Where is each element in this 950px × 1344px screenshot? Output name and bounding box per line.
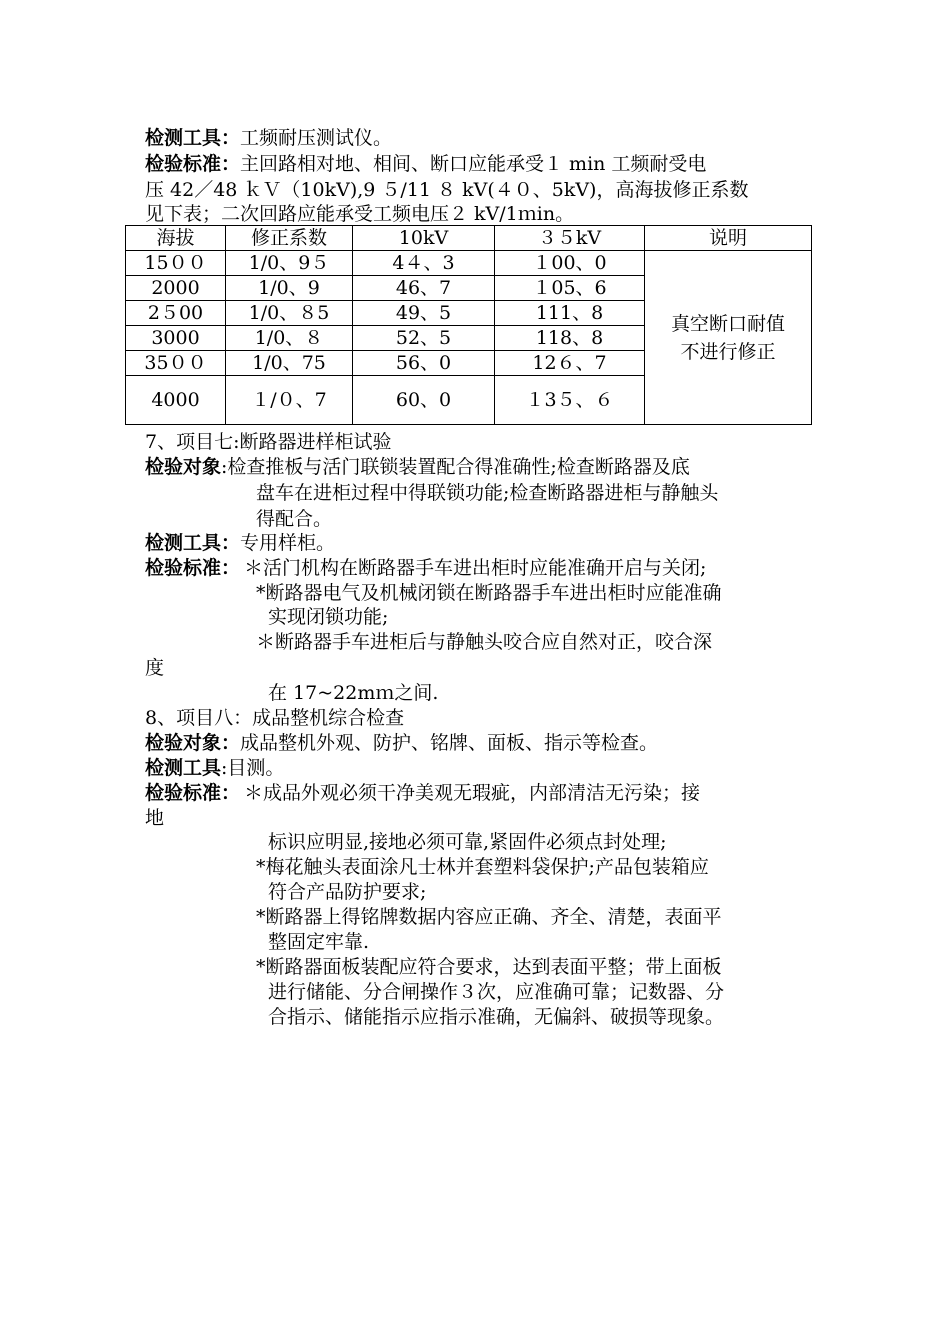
header-10kv: 10kV — [353, 226, 495, 251]
table-cell: １05、6 — [495, 276, 645, 301]
object-label: 检验对象： — [145, 732, 241, 754]
standard-label: 检验标准： — [145, 782, 241, 804]
standard-text: ＊成品外观必须干净美观无瑕疵，内部清洁无污染；接 — [244, 782, 701, 804]
table-cell: 1/0、9 — [226, 276, 353, 301]
object-text-line: 得配合。 — [256, 508, 333, 530]
header-35kv: ３５kV — [495, 226, 645, 251]
standard-label: 检验标准： — [145, 153, 241, 175]
standard-text: ＊活门机构在断路器手车进出柜时应能准确开启与关闭; — [244, 557, 707, 579]
object-text: 成品整机外观、防护、铭牌、面板、指示等检查。 — [240, 732, 659, 754]
tool-label: 检测工具 — [145, 757, 222, 779]
standard-text-line: *断路器面板装配应符合要求，达到表面平整；带上面板 — [256, 956, 722, 978]
table-cell: 1/0、８5 — [226, 301, 353, 326]
tool-line-7 — [145, 530, 335, 556]
table-cell: 49、5 — [353, 301, 495, 326]
table-cell: １/０、7 — [226, 376, 353, 425]
standard-text-line: 度 — [145, 657, 165, 679]
section-7-title: 7、项目七:断路器进样柜试验 — [145, 431, 392, 453]
standard-line-8 — [145, 780, 700, 806]
tool-line-6 — [145, 125, 392, 151]
table-cell: １3５、６ — [495, 376, 645, 425]
table-cell: 12６、7 — [495, 351, 645, 376]
object-label: 检验对象 — [145, 456, 222, 478]
table-cell: 56、0 — [353, 351, 495, 376]
standard-text-line: *断路器电气及机械闭锁在断路器手车进出柜时应能准确 — [256, 582, 722, 604]
tool-label: 检测工具： — [145, 532, 241, 554]
standard-line-6 — [145, 151, 706, 177]
table-cell: 111、8 — [495, 301, 645, 326]
standard-text-line: 见下表；二次回路应能承受工频电压２ kV/1ｍin。 — [145, 203, 575, 225]
table-cell: 52、5 — [353, 326, 495, 351]
table-row — [126, 251, 812, 276]
table-cell: 46、7 — [353, 276, 495, 301]
standard-text-line: *梅花触头表面涂凡士林并套塑料袋保护;产品包装箱应 — [256, 856, 709, 878]
object-text-line: 盘车在进柜过程中得联锁功能;检查断路器进柜与静触头 — [256, 482, 719, 504]
header-note: 说明 — [645, 226, 812, 251]
table-cell: 2000 — [126, 276, 226, 301]
standard-text-line: ＊断路器手车进柜后与静触头咬合应自然对正，咬合深 — [256, 631, 713, 653]
standard-text-line: 标识应明显,接地必须可靠,紧固件必须点封处理; — [268, 831, 667, 853]
table-cell: 3000 — [126, 326, 226, 351]
tool-label: 检测工具： — [145, 127, 241, 149]
note-line: 不进行修正 — [680, 340, 776, 363]
table-cell: 4４、3 — [353, 251, 495, 276]
object-text: :检查推板与活门联锁装置配合得准确性;检查断路器及底 — [221, 456, 690, 478]
table-header-row — [126, 226, 812, 251]
standard-text-line: *断路器上得铭牌数据内容应正确、齐全、清楚，表面平 — [256, 906, 722, 928]
table-cell: 35００ — [126, 351, 226, 376]
table-cell: 15００ — [126, 251, 226, 276]
standard-text: 主回路相对地、相间、断口应能承受１ min 工频耐受电 — [240, 153, 707, 175]
table-cell: 1/0、８ — [226, 326, 353, 351]
header-correction-factor: 修正系数 — [226, 226, 353, 251]
section-8-title: 8、项目八：成品整机综合检查 — [145, 707, 405, 729]
standard-text-line: 地 — [145, 807, 165, 829]
standard-line-7 — [145, 555, 706, 581]
table-cell: 1/0、75 — [226, 351, 353, 376]
object-line-7 — [145, 454, 690, 480]
table-cell: １00、0 — [495, 251, 645, 276]
note-line: 真空断口耐值 — [670, 312, 785, 335]
tool-line-8 — [145, 755, 284, 781]
note-cell — [645, 251, 812, 425]
standard-text-line: 实现闭锁功能; — [268, 606, 389, 628]
standard-text-line: 整固定牢靠. — [268, 931, 370, 953]
table-cell: 2５00 — [126, 301, 226, 326]
standard-text-line: 合指示、储能指示应指示准确，无偏斜、破损等现象。 — [268, 1006, 725, 1028]
table-cell: 118、8 — [495, 326, 645, 351]
tool-value: 工频耐压测试仪。 — [240, 127, 393, 149]
standard-text-line: 在 17~22mｍ之间. — [268, 682, 439, 704]
tool-value: :目测。 — [221, 757, 285, 779]
standard-text-line: 压 42／48 ｋＶ（10kV),9 ５/11 ８ kV(４０、5kV)，高海拔修正系数 — [145, 179, 749, 201]
standard-label: 检验标准： — [145, 557, 241, 579]
header-altitude: 海拔 — [126, 226, 226, 251]
altitude-correction-table — [125, 225, 812, 425]
table-cell: 1/0、9５ — [226, 251, 353, 276]
object-line-8 — [145, 730, 658, 756]
tool-value: 专用样柜。 — [240, 532, 336, 554]
table-cell: 4000 — [126, 376, 226, 425]
table-cell: 60、0 — [353, 376, 495, 425]
standard-text-line: 符合产品防护要求; — [268, 881, 427, 903]
standard-text-line: 进行储能、分合闸操作３次，应准确可靠；记数器、分 — [268, 981, 725, 1003]
